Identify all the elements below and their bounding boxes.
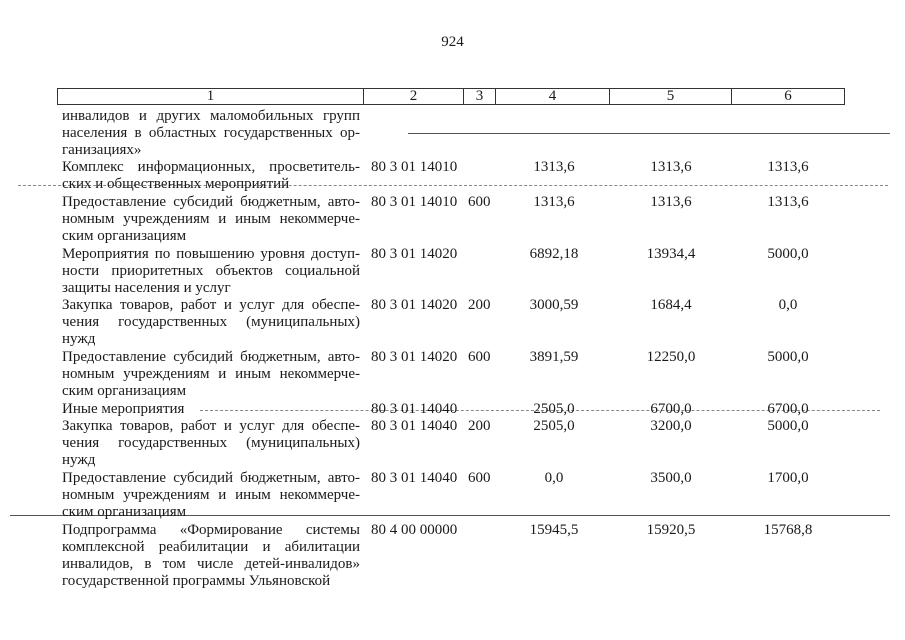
- row-value-col6: 5000,0: [767, 349, 809, 365]
- row-value-col5: 3200,0: [650, 418, 692, 434]
- row-description: Предоставление субсидий бюджетным, авто-номным учреждениям и иным некоммерче-ским организациям: [62, 194, 360, 244]
- row-value-col4: 1313,6: [533, 194, 575, 210]
- row-value-col5: 1313,6: [650, 194, 692, 210]
- row-code: 80 3 01 14040: [371, 401, 458, 417]
- row-value-col5: 6700,0: [650, 401, 692, 417]
- row-description: Подпрограмма «Формирование системы комплексной реабилитации и абилитации инвалидов, в том числе детей-инвалидов» государственной программы Ульяновской: [62, 522, 360, 589]
- row-value-col4: 1313,6: [533, 159, 575, 175]
- row-value-col4: 3000,59: [529, 297, 579, 313]
- row-type: 600: [468, 470, 491, 486]
- row-value-col5: 1313,6: [650, 159, 692, 175]
- row-type: 200: [468, 297, 491, 313]
- row-value-col4: 2505,0: [533, 418, 575, 434]
- row-value-col6: 15768,8: [763, 522, 813, 538]
- row-description: Иные мероприятия: [62, 401, 185, 417]
- row-value-col6: 5000,0: [767, 246, 809, 262]
- row-type: 200: [468, 418, 491, 434]
- header-col-6: 6: [784, 88, 792, 104]
- scan-rule: [408, 133, 890, 134]
- header-col-1: 1: [58, 89, 364, 104]
- header-col-2: 2: [364, 89, 464, 104]
- row-description: Мероприятия по повышению уровня доступ-ности приоритетных объектов социальной защиты населения и услуг: [62, 246, 360, 296]
- row-code: 80 3 01 14020: [371, 349, 458, 365]
- row-description: Закупка товаров, работ и услуг для обеспе-чения государственных (муниципальных) нужд: [62, 297, 360, 347]
- row-value-col4: 6892,18: [529, 246, 579, 262]
- header-col-3: 3: [464, 89, 496, 104]
- row-value-col6: 0,0: [778, 297, 798, 313]
- row-code: 80 4 00 00000: [371, 522, 458, 538]
- row-value-col5: 13934,4: [646, 246, 696, 262]
- header-col-5: 5: [610, 89, 732, 104]
- row-type: 600: [468, 349, 491, 365]
- row-description: Предоставление субсидий бюджетным, авто-номным учреждениям и иным некоммерче-ским организациям: [62, 349, 360, 399]
- row-code: 80 3 01 14040: [371, 470, 458, 486]
- row-code: 80 3 01 14020: [371, 246, 458, 262]
- table-header: [57, 88, 845, 105]
- row-value-col6: 1700,0: [767, 470, 809, 486]
- row-value-col4: 2505,0: [533, 401, 575, 417]
- row-code: 80 3 01 14020: [371, 297, 458, 313]
- row-description: Закупка товаров, работ и услуг для обеспе-чения государственных (муниципальных) нужд: [62, 418, 360, 468]
- row-value-col4: 3891,59: [529, 349, 579, 365]
- row-value-col5: 3500,0: [650, 470, 692, 486]
- row-value-col4: 0,0: [544, 470, 564, 486]
- row-value-col5: 12250,0: [646, 349, 696, 365]
- row-value-col6: 1313,6: [767, 159, 809, 175]
- row-description: Предоставление субсидий бюджетным, авто-номным учреждениям и иным некоммерче-ским организациям: [62, 470, 360, 520]
- row-description: Комплекс информационных, просветитель-ских и общественных мероприятий: [62, 159, 360, 192]
- row-value-col6: 1313,6: [767, 194, 809, 210]
- row-value-col5: 15920,5: [646, 522, 696, 538]
- row-value-col5: 1684,4: [650, 297, 692, 313]
- row-code: 80 3 01 14010: [371, 159, 458, 175]
- row-type: 600: [468, 194, 491, 210]
- page-number: 924: [441, 34, 464, 50]
- row-value-col6: 6700,0: [767, 401, 809, 417]
- row-value-col6: 5000,0: [767, 418, 809, 434]
- row-description: инвалидов и других маломобильных групп населения в областных государственных ор-ганизациях»: [62, 108, 360, 158]
- header-col-4: 4: [496, 89, 610, 104]
- row-code: 80 3 01 14040: [371, 418, 458, 434]
- row-value-col4: 15945,5: [529, 522, 579, 538]
- row-code: 80 3 01 14010: [371, 194, 458, 210]
